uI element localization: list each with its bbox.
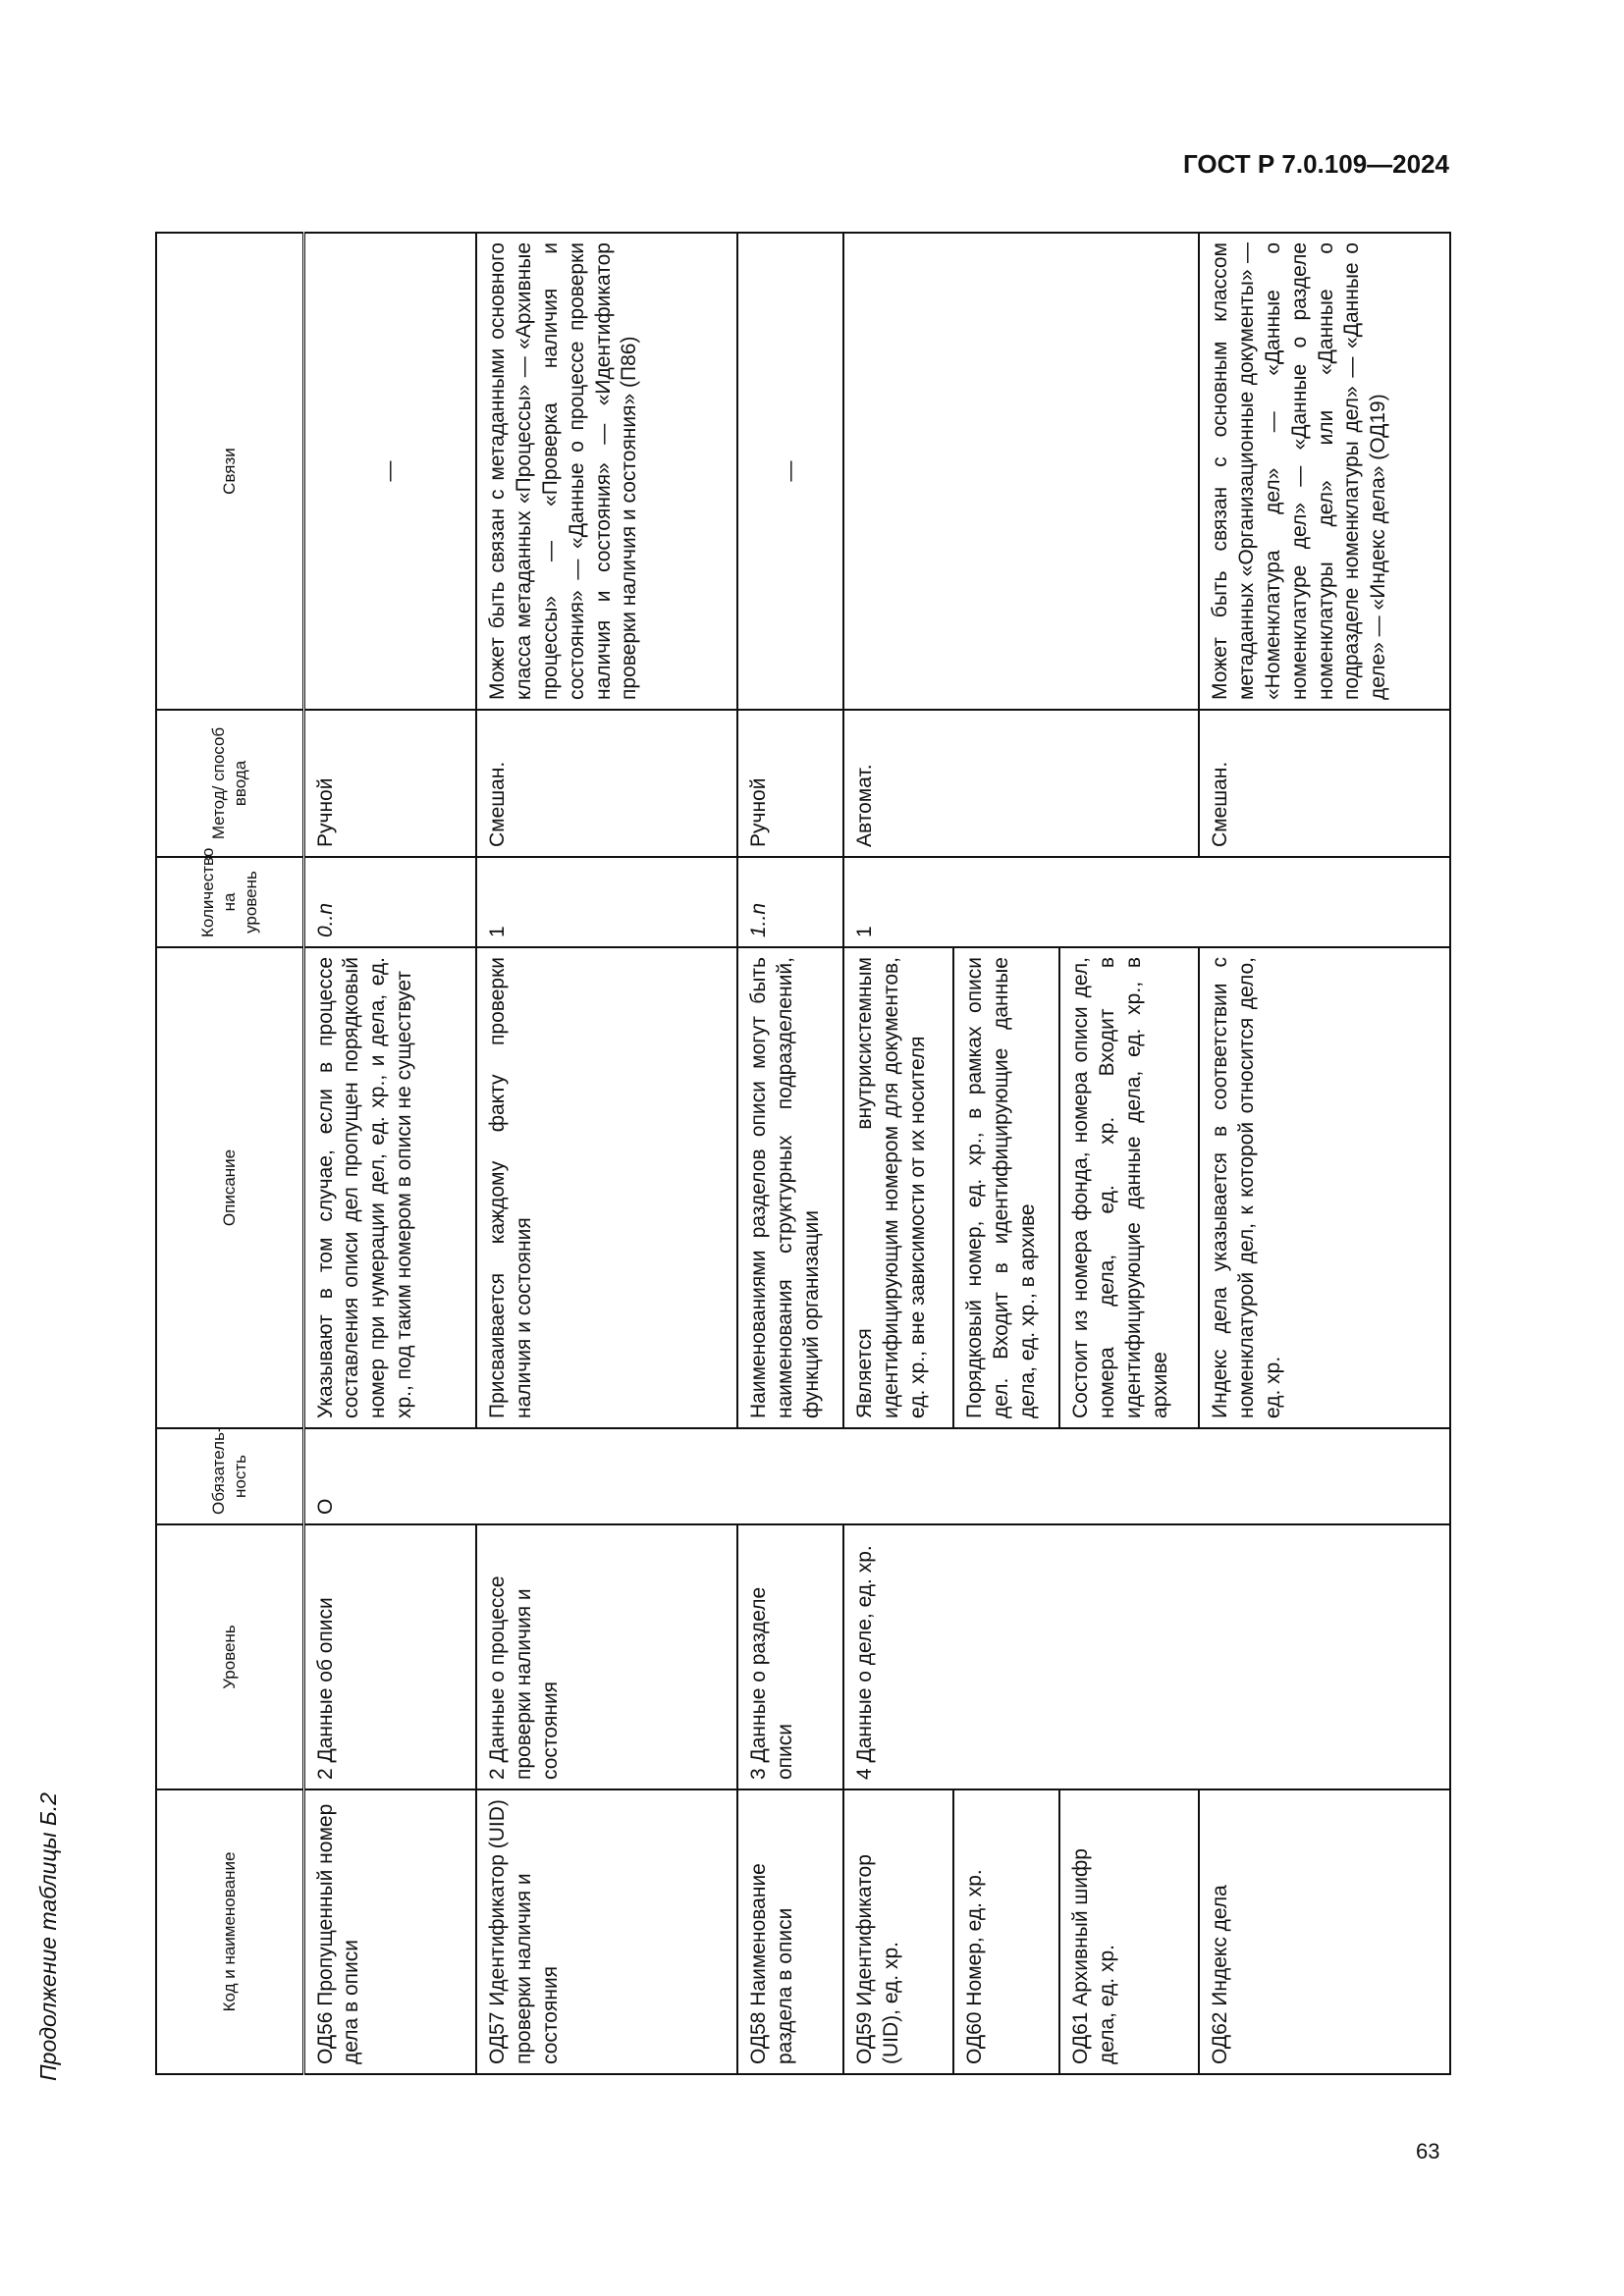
page-number: 63 (1416, 2139, 1440, 2163)
method-cell: Ручной (737, 710, 843, 857)
col-description: Описание (156, 947, 303, 1428)
level-cell: 3 Данные о разделе описи (737, 1524, 843, 1789)
description-cell: Наименованиями разделов описи могут быть наименования структурных подразделений, функций организации (737, 947, 843, 1428)
table-row (303, 233, 476, 2074)
code-cell: ОД61 Архивный шифр дела, ед. хр. (1059, 1789, 1199, 2074)
description-cell: Указывают в том случае, если в процессе составления описи дел пропущен порядковый номер при нумерации дел, ед. хр., и дела, ед. хр., под таким номером в описи не существует (303, 947, 476, 1428)
rotated-table (155, 234, 1449, 2075)
quantity-cell: 1 (843, 857, 1450, 947)
code-cell: ОД58 Наименование раздела в описи (737, 1789, 843, 2074)
code-cell: ОД57 Идентификатор (UID) проверки наличия и состояния (476, 1789, 737, 2074)
col-links: Связи (156, 233, 303, 710)
table-caption: Продолжение таблицы Б.2 (35, 1792, 61, 2081)
code-cell: ОД60 Номер, ед. хр. (953, 1789, 1059, 2074)
col-level: Уровень (156, 1524, 303, 1789)
description-cell: Состоит из номера фонда, номера описи дел, номера дела, ед. хр. Входит в идентифицирующие данные дела, ед. хр., в архиве (1059, 947, 1199, 1428)
header-row (156, 233, 303, 2074)
level-cell: 2 Данные об описи (303, 1524, 476, 1789)
col-method: Метод/ способ ввода (156, 710, 303, 857)
code-cell: ОД62 Индекс дела (1199, 1789, 1450, 2074)
method-cell: Ручной (303, 710, 476, 857)
description-cell: Является внутрисистемным идентифицирующим номером для документов, ед. хр., вне зависимости от их носителя (843, 947, 953, 1428)
links-cell (843, 233, 1199, 710)
col-code: Код и наименование (156, 1789, 303, 2074)
description-cell: Присваивается каждому факту проверки наличия и состояния (476, 947, 737, 1428)
method-cell: Смешан. (1199, 710, 1450, 857)
col-quantity: Количество на уровень (156, 857, 303, 947)
metadata-table (155, 232, 1451, 2075)
col-obligation: Обязатель-ность (156, 1428, 303, 1524)
method-cell: Смешан. (476, 710, 737, 857)
description-cell: Индекс дела указывается в соответствии с номенклатурой дел, к которой относится дело, ед. хр. (1199, 947, 1450, 1428)
quantity-cell: 1 (476, 857, 737, 947)
links-cell: Может быть связан с основным классом метаданных «Организационные документы» — «Номенклатура дел» — «Данные о номенклатуре дел» — «Данные о разделе номенклатуры дел» или «Данные о подразделе номенклатуры дел» — «Данные о деле» — «Индекс дела» (ОД19) (1199, 233, 1450, 710)
code-cell: ОД59 Идентификатор (UID), ед. хр. (843, 1789, 953, 2074)
level-cell: 4 Данные о деле, ед. хр. (843, 1524, 1450, 1789)
quantity-cell: 0..n (303, 857, 476, 947)
links-cell: Может быть связан с метаданными основного класса метаданных «Процессы» — «Архивные процессы» — «Проверка наличия и состояния» — «Данные о процессе проверки наличия и состояния» — «Идентификатор проверки наличия и состояния» (П86) (476, 233, 737, 710)
links-cell: — (303, 233, 476, 710)
code-cell: ОД56 Пропущенный номер дела в описи (303, 1789, 476, 2074)
table-row (843, 233, 953, 2074)
standard-header: ГОСТ Р 7.0.109—2024 (1182, 149, 1449, 179)
quantity-cell: 1..n (737, 857, 843, 947)
obligation-cell: О (303, 1428, 1450, 1524)
table-row (737, 233, 843, 2074)
links-cell: — (737, 233, 843, 710)
method-cell: Автомат. (843, 710, 1199, 857)
description-cell: Порядковый номер, ед. хр., в рамках описи дел. Входит в идентифицирующие данные дела, ед. хр., в архиве (953, 947, 1059, 1428)
table-row (476, 233, 737, 2074)
table-row (1199, 233, 1450, 2074)
level-cell: 2 Данные о процессе проверки наличия и состояния (476, 1524, 737, 1789)
